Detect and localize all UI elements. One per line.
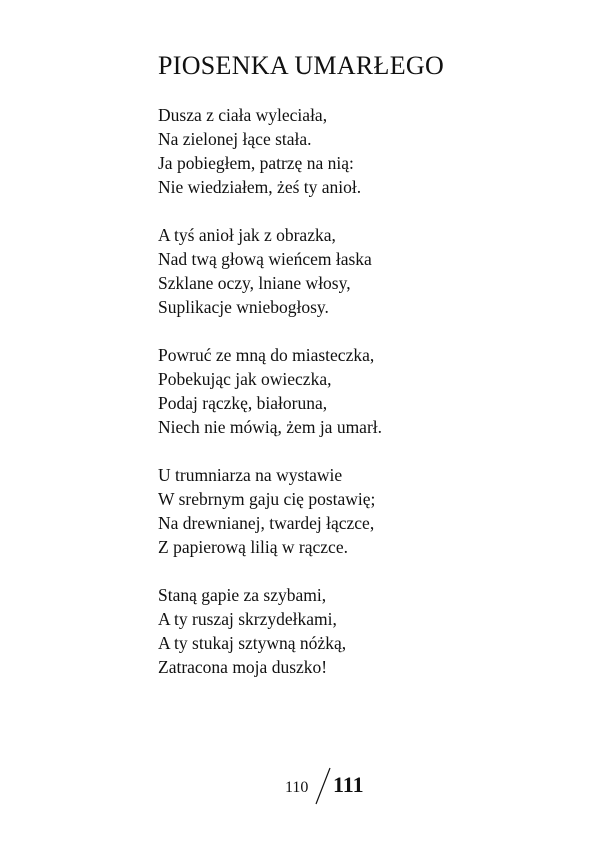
poem-title: PIOSENKA UMARŁEGO — [158, 51, 445, 80]
poem-line: Na zielonej łące stała. — [158, 129, 312, 149]
poem-line: W srebrnym gaju cię postawię; — [158, 489, 376, 509]
poem-line: Dusza z ciała wyleciała, — [158, 105, 328, 125]
poem-line: Ja pobiegłem, patrzę na nią: — [158, 153, 354, 173]
poem-line: Na drewnianej, twardej łączce, — [158, 513, 375, 533]
stanza-1 — [158, 103, 518, 199]
poem-line: Pobekując jak owieczka, — [158, 369, 332, 389]
stanza-4 — [158, 463, 518, 559]
poem-line: Nie wiedziałem, żeś ty anioł. — [158, 177, 362, 197]
poem-line: Szklane oczy, lniane włosy, — [158, 273, 351, 293]
page-number-right: 111 — [333, 772, 364, 797]
poem-line: Staną gapie za szybami, — [158, 585, 327, 605]
poem-line: Podaj rączkę, białoruna, — [158, 393, 328, 413]
poem-body — [158, 103, 518, 703]
poem-line: A ty stukaj sztywną nóżką, — [158, 633, 347, 653]
stanza-2 — [158, 223, 518, 319]
poem-line: Suplikacje wniebogłosy. — [158, 297, 329, 317]
page-number — [285, 762, 385, 806]
poem-line: Powruć ze mną do miasteczka, — [158, 345, 375, 365]
stanza-3 — [158, 343, 518, 439]
poem-line: U trumniarza na wystawie — [158, 465, 343, 485]
poem-line: Niech nie mówią, żem ja umarł. — [158, 417, 383, 437]
poem-line: A ty ruszaj skrzydełkami, — [158, 609, 337, 629]
page-number-left: 110 — [285, 779, 309, 796]
slash-separator — [313, 766, 333, 806]
poem-line: A tyś anioł jak z obrazka, — [158, 225, 336, 245]
stanza-5 — [158, 583, 518, 679]
poem-line: Zatracona moja duszko! — [158, 657, 328, 677]
poem-line: Z papierową lilią w rączce. — [158, 537, 348, 557]
poem-line: Nad twą głową wieńcem łaska — [158, 249, 372, 269]
